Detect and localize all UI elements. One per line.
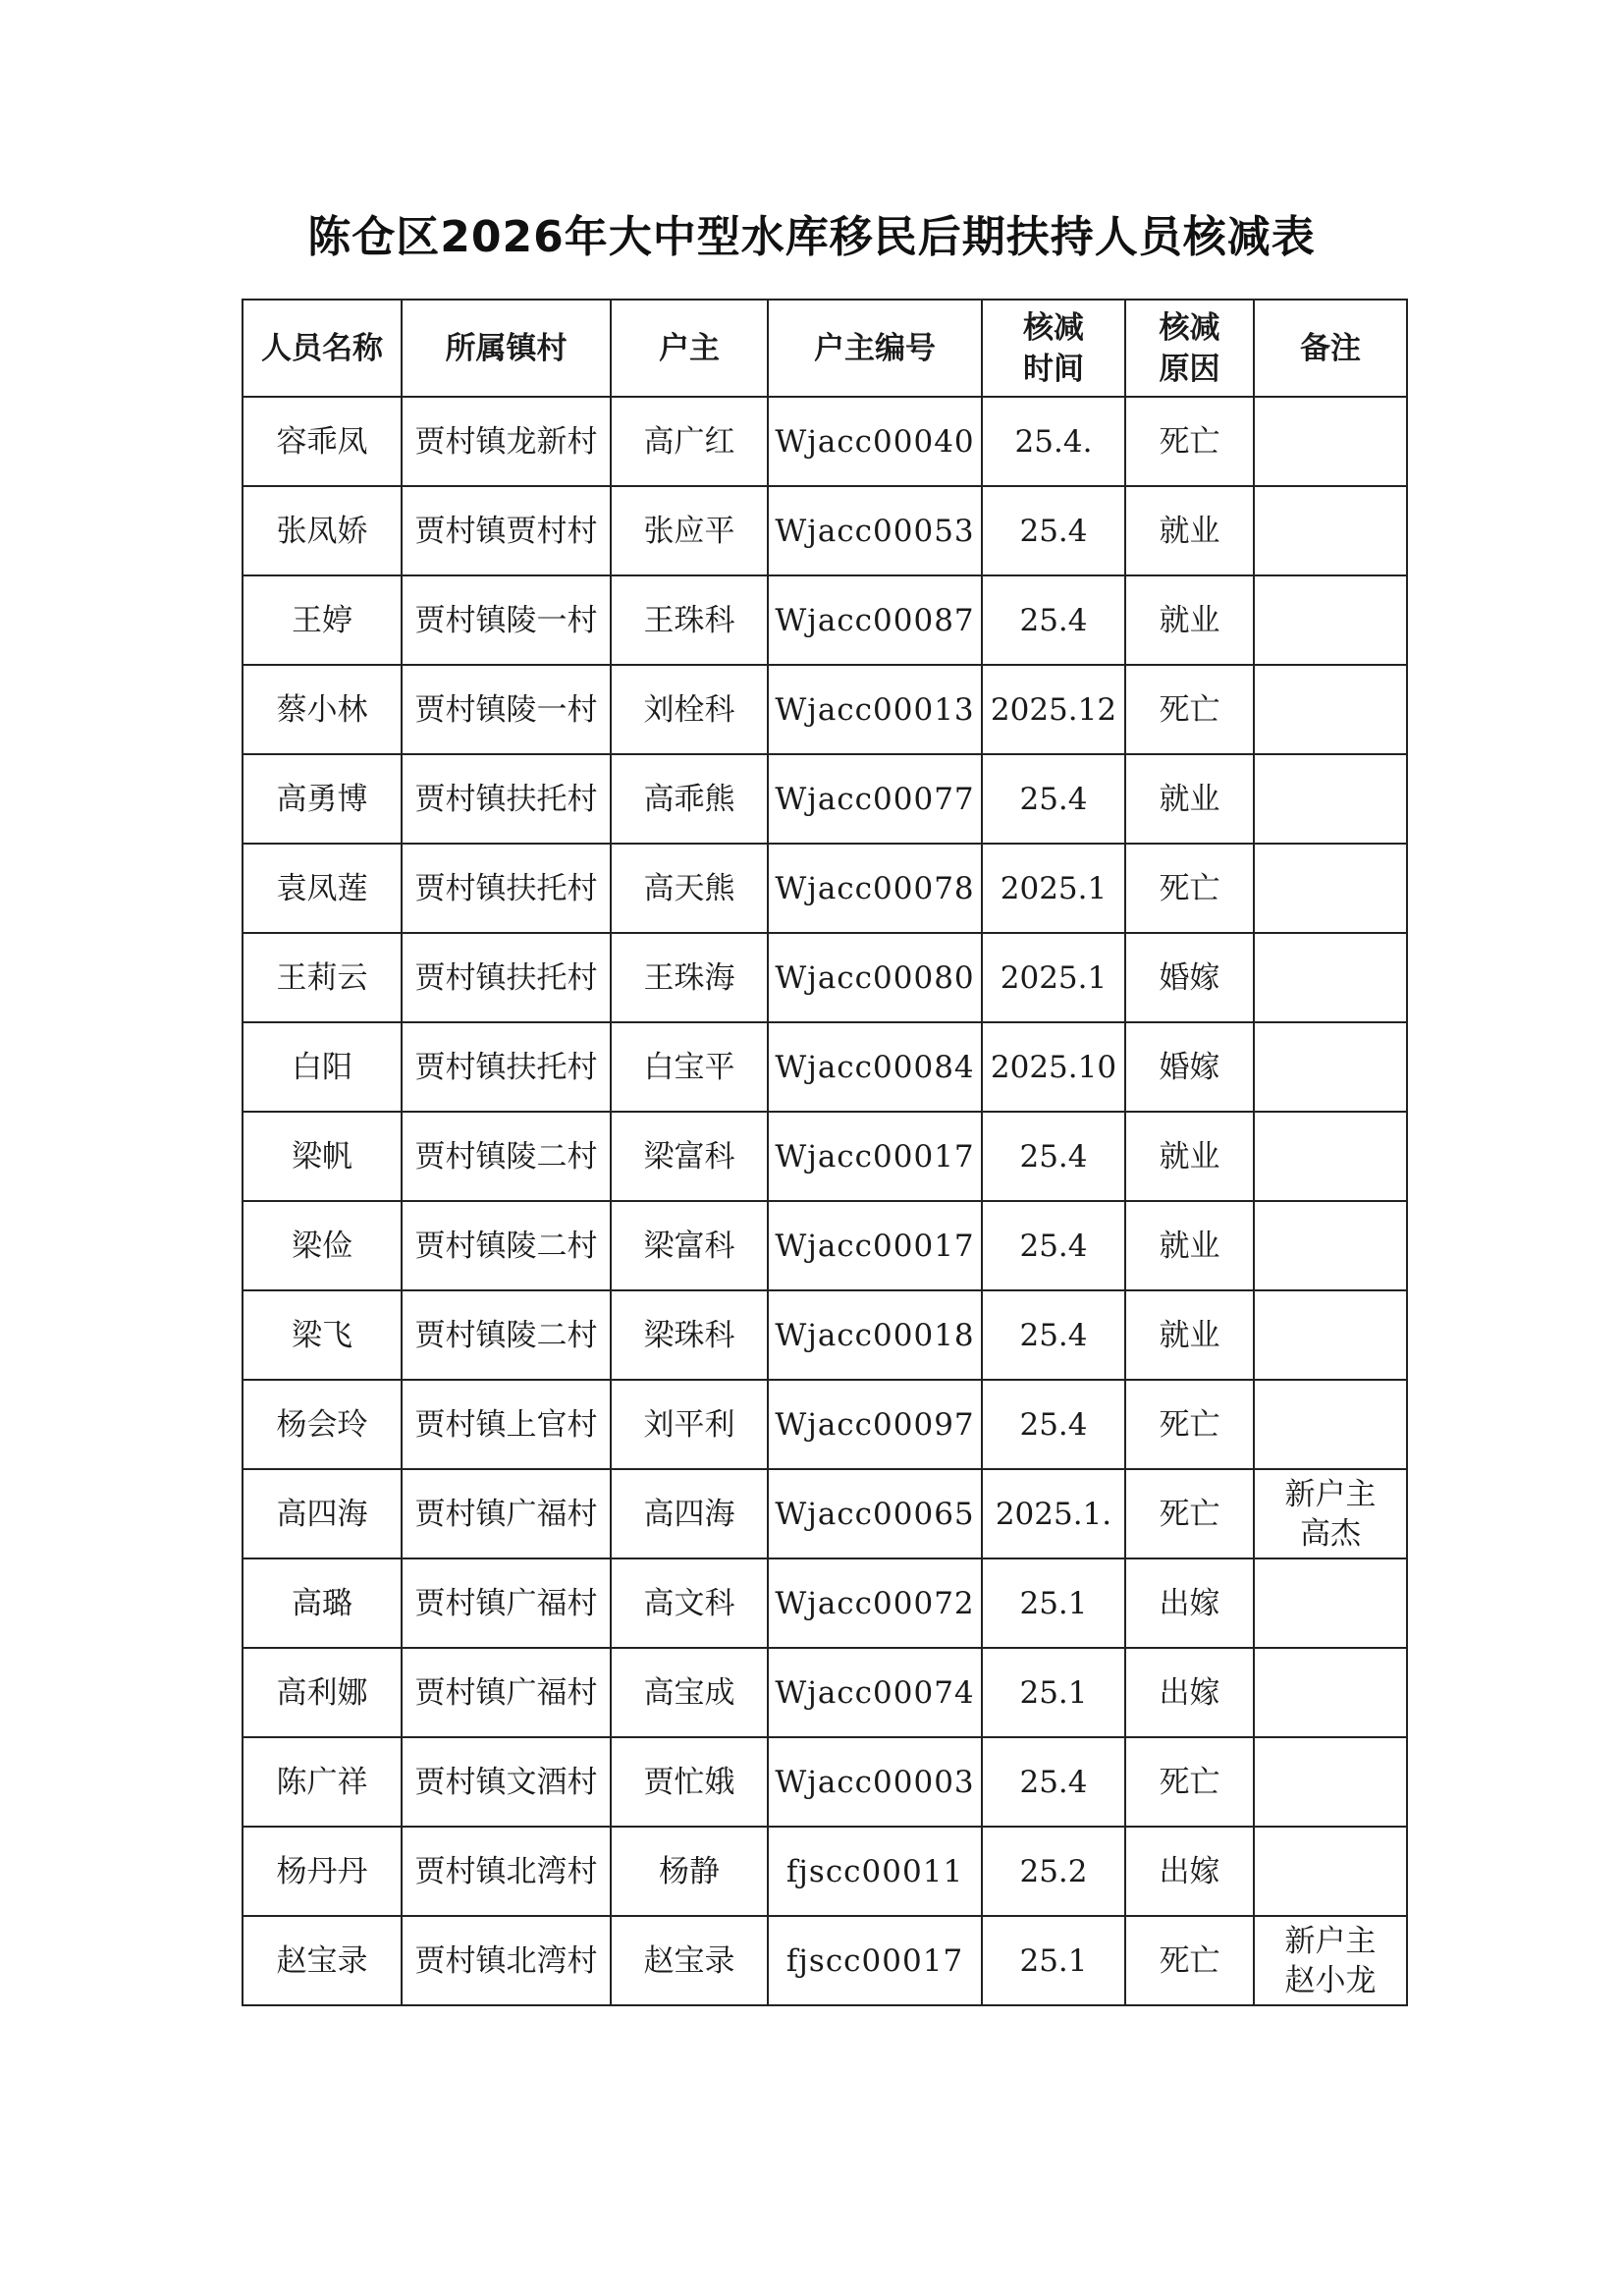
table-row [243,1201,1407,1290]
table-row [243,397,1407,486]
cell-household-head-text: 高宝成 [643,1674,735,1711]
cell-remark [1254,575,1407,665]
cell-village [402,575,611,665]
header-remark: 备注 [1254,300,1407,397]
cell-name-text: 王婷 [292,602,352,638]
cell-household-head-text: 贾忙娥 [643,1764,735,1800]
cell-household-id-text: Wjacc00053 [775,513,975,549]
cell-remark [1254,1827,1407,1916]
cell-household-head [611,1469,768,1558]
cell-village [402,1827,611,1916]
cell-village-text: 贾村镇扶托村 [414,870,598,906]
cell-reduction-time [982,397,1125,486]
cell-reduction-time-text: 25.4 [1019,602,1088,638]
cell-name [243,1201,402,1290]
table-row [243,1290,1407,1380]
cell-village [402,754,611,844]
cell-household-id-text: Wjacc00077 [775,781,975,817]
cell-household-id-text: Wjacc00080 [775,959,975,996]
cell-household-head-text: 刘栓科 [643,691,735,728]
cell-reduction-reason-text: 死亡 [1159,1764,1220,1800]
cell-village [402,1201,611,1290]
cell-remark [1254,1201,1407,1290]
cell-household-head [611,844,768,933]
cell-reduction-reason-text: 就业 [1159,513,1220,549]
table-row [243,575,1407,665]
cell-reduction-time-text: 2025.10 [990,1049,1117,1085]
table-row [243,754,1407,844]
cell-household-id [768,1022,982,1112]
cell-household-head-text: 白宝平 [643,1049,735,1085]
cell-reduction-time-text: 2025.12 [990,691,1117,728]
cell-household-id [768,844,982,933]
cell-reduction-time [982,486,1125,575]
cell-household-head-text: 刘平利 [643,1406,735,1443]
cell-reduction-time [982,1469,1125,1558]
cell-reduction-reason [1125,1380,1254,1469]
cell-reduction-time [982,1558,1125,1648]
cell-reduction-reason [1125,1112,1254,1201]
cell-household-head-text: 梁富科 [643,1138,735,1175]
cell-remark-text: 新户主赵小龙 [1284,1923,1377,1998]
table-row [243,1469,1407,1558]
cell-household-head [611,486,768,575]
cell-name [243,1380,402,1469]
cell-household-id [768,575,982,665]
cell-reduction-reason [1125,1469,1254,1558]
cell-reduction-time-text: 25.4 [1019,1138,1088,1175]
cell-reduction-time-text: 2025.1. [995,1496,1112,1532]
cell-village-text: 贾村镇陵二村 [414,1138,598,1175]
cell-village-text: 贾村镇上官村 [414,1406,598,1443]
cell-reduction-time-text: 25.1 [1019,1585,1088,1621]
cell-reduction-reason [1125,486,1254,575]
cell-household-head-text: 高乖熊 [643,781,735,817]
cell-household-id [768,1112,982,1201]
cell-household-head-text: 梁富科 [643,1228,735,1264]
cell-village-text: 贾村镇广福村 [414,1496,598,1532]
cell-reduction-time [982,754,1125,844]
cell-household-head [611,575,768,665]
cell-name [243,397,402,486]
cell-reduction-reason [1125,1648,1254,1737]
cell-name [243,844,402,933]
cell-reduction-time-text: 25.4 [1019,513,1088,549]
cell-household-head [611,665,768,754]
cell-remark [1254,486,1407,575]
cell-household-head-text: 高天熊 [643,870,735,906]
cell-village [402,665,611,754]
cell-name-text: 梁帆 [292,1138,352,1175]
cell-name-text: 袁凤莲 [276,870,368,906]
cell-remark [1254,933,1407,1022]
cell-household-head [611,1648,768,1737]
header-village: 所属镇村 [402,300,611,397]
cell-reduction-reason-text: 出嫁 [1159,1585,1220,1621]
cell-reduction-reason-text: 死亡 [1159,423,1220,460]
cell-reduction-time [982,1112,1125,1201]
cell-name [243,1290,402,1380]
cell-name-text: 杨会玲 [276,1406,368,1443]
cell-household-id-text: Wjacc00017 [775,1138,975,1175]
cell-village [402,1648,611,1737]
cell-village [402,933,611,1022]
cell-household-head-text: 梁珠科 [643,1317,735,1353]
header-reduction-time: 核减时间 [982,300,1125,397]
cell-name-text: 蔡小林 [276,691,368,728]
cell-village [402,1022,611,1112]
cell-name-text: 杨丹丹 [276,1853,368,1889]
cell-household-id [768,665,982,754]
header-name: 人员名称 [243,300,402,397]
cell-reduction-reason-text: 婚嫁 [1159,1049,1220,1085]
cell-household-id-text: Wjacc00097 [775,1406,975,1443]
cell-household-head-text: 赵宝录 [643,1942,735,1979]
table-row [243,844,1407,933]
table-row [243,933,1407,1022]
cell-reduction-reason-text: 死亡 [1159,1496,1220,1532]
cell-name [243,1558,402,1648]
cell-household-head [611,1380,768,1469]
cell-reduction-reason [1125,575,1254,665]
cell-reduction-reason [1125,665,1254,754]
cell-reduction-reason-text: 就业 [1159,602,1220,638]
cell-reduction-reason [1125,933,1254,1022]
cell-household-id-text: Wjacc00072 [775,1585,975,1621]
cell-village [402,1558,611,1648]
cell-reduction-reason-text: 出嫁 [1159,1674,1220,1711]
cell-household-head-text: 王珠科 [643,602,735,638]
cell-remark [1254,1558,1407,1648]
cell-remark [1254,1469,1407,1558]
cell-reduction-reason [1125,754,1254,844]
cell-name-text: 高利娜 [276,1674,368,1711]
cell-reduction-time [982,1916,1125,2005]
cell-name-text: 梁俭 [292,1228,352,1264]
cell-household-head [611,1112,768,1201]
cell-name-text: 高四海 [276,1496,368,1532]
cell-name-text: 陈广祥 [276,1764,368,1800]
cell-reduction-reason-text: 死亡 [1159,1942,1220,1979]
cell-household-head [611,1290,768,1380]
cell-village-text: 贾村镇北湾村 [414,1853,598,1889]
cell-reduction-reason [1125,1827,1254,1916]
cell-name-text: 高勇博 [276,781,368,817]
cell-household-id-text: Wjacc00018 [775,1317,975,1353]
cell-reduction-time [982,1648,1125,1737]
cell-household-head [611,1201,768,1290]
cell-village-text: 贾村镇陵一村 [414,602,598,638]
reduction-table [242,299,1408,2006]
cell-name [243,754,402,844]
cell-reduction-reason [1125,1916,1254,2005]
cell-remark [1254,1380,1407,1469]
cell-name [243,1916,402,2005]
cell-reduction-time [982,1022,1125,1112]
cell-remark-text: 新户主高杰 [1284,1476,1377,1552]
table-row [243,1112,1407,1201]
cell-village-text: 贾村镇贾村村 [414,513,598,549]
table-header-row [243,300,1407,397]
cell-name-text: 王莉云 [276,959,368,996]
cell-household-head [611,397,768,486]
cell-name [243,486,402,575]
cell-village-text: 贾村镇北湾村 [414,1942,598,1979]
cell-reduction-reason [1125,844,1254,933]
cell-remark [1254,1916,1407,2005]
cell-household-head [611,1022,768,1112]
cell-reduction-reason [1125,1290,1254,1380]
cell-household-head [611,754,768,844]
cell-name [243,1827,402,1916]
cell-household-id [768,486,982,575]
cell-village [402,1380,611,1469]
cell-reduction-reason [1125,1022,1254,1112]
cell-name-text: 张凤娇 [276,513,368,549]
cell-village-text: 贾村镇陵一村 [414,691,598,728]
cell-household-id-text: Wjacc00040 [775,423,975,460]
cell-household-id-text: Wjacc00065 [775,1496,975,1532]
cell-village-text: 贾村镇扶托村 [414,781,598,817]
cell-reduction-time [982,933,1125,1022]
cell-village [402,1469,611,1558]
table-row [243,1916,1407,2005]
cell-village-text: 贾村镇陵二村 [414,1317,598,1353]
cell-household-id-text: Wjacc00017 [775,1228,975,1264]
cell-reduction-reason-text: 就业 [1159,781,1220,817]
cell-reduction-reason-text: 死亡 [1159,691,1220,728]
cell-household-id [768,933,982,1022]
cell-household-id [768,1916,982,2005]
cell-village-text: 贾村镇龙新村 [414,423,598,460]
cell-household-id-text: Wjacc00013 [775,691,975,728]
cell-reduction-reason [1125,1558,1254,1648]
cell-household-id [768,754,982,844]
cell-household-head [611,1916,768,2005]
cell-name-text: 赵宝录 [276,1942,368,1979]
cell-household-id-text: Wjacc00078 [775,870,975,906]
cell-reduction-reason-text: 就业 [1159,1317,1220,1353]
cell-name [243,1112,402,1201]
cell-remark [1254,844,1407,933]
cell-reduction-reason-text: 婚嫁 [1159,959,1220,996]
table-row [243,1827,1407,1916]
cell-remark [1254,665,1407,754]
cell-name [243,1469,402,1558]
cell-remark [1254,1737,1407,1827]
cell-remark [1254,1112,1407,1201]
cell-remark [1254,1022,1407,1112]
cell-village [402,844,611,933]
cell-name-text: 白阳 [292,1049,352,1085]
cell-household-id-text: Wjacc00003 [775,1764,975,1800]
cell-reduction-time-text: 25.1 [1019,1942,1088,1979]
cell-village [402,486,611,575]
cell-household-head [611,933,768,1022]
header-reduction-reason: 核减原因 [1125,300,1254,397]
cell-reduction-reason [1125,1201,1254,1290]
cell-household-id [768,397,982,486]
cell-name [243,1022,402,1112]
cell-household-id [768,1201,982,1290]
cell-reduction-time-text: 25.4 [1019,1317,1088,1353]
cell-reduction-time [982,575,1125,665]
cell-household-id-text: Wjacc00087 [775,602,975,638]
cell-reduction-time [982,1737,1125,1827]
cell-reduction-time-text: 25.4 [1019,1764,1088,1800]
cell-household-head-text: 高四海 [643,1496,735,1532]
cell-household-head-text: 王珠海 [643,959,735,996]
cell-name [243,665,402,754]
cell-name-text: 高璐 [292,1585,352,1621]
cell-remark [1254,1648,1407,1737]
cell-name [243,1737,402,1827]
cell-household-head-text: 杨静 [659,1853,720,1889]
cell-reduction-reason-text: 就业 [1159,1228,1220,1264]
cell-reduction-time-text: 2025.1 [1000,870,1108,906]
cell-household-head [611,1827,768,1916]
cell-household-head [611,1558,768,1648]
cell-village-text: 贾村镇广福村 [414,1585,598,1621]
cell-village-text: 贾村镇扶托村 [414,959,598,996]
cell-household-head-text: 高文科 [643,1585,735,1621]
cell-village-text: 贾村镇陵二村 [414,1228,598,1264]
cell-household-id [768,1737,982,1827]
cell-household-head-text: 张应平 [643,513,735,549]
cell-village [402,1916,611,2005]
table-row [243,1648,1407,1737]
cell-village [402,1737,611,1827]
cell-reduction-time-text: 25.4 [1019,1228,1088,1264]
cell-reduction-time [982,1201,1125,1290]
cell-reduction-time [982,844,1125,933]
page-title: 陈仓区2026年大中型水库移民后期扶持人员核减表 [307,212,1316,262]
cell-household-id [768,1380,982,1469]
cell-village [402,1112,611,1201]
cell-name-text: 梁飞 [292,1317,352,1353]
table-row [243,1737,1407,1827]
header-household-id: 户主编号 [768,300,982,397]
cell-remark [1254,1290,1407,1380]
cell-household-id [768,1558,982,1648]
table-row [243,665,1407,754]
cell-household-head-text: 高广红 [643,423,735,460]
cell-household-id [768,1469,982,1558]
cell-reduction-reason-text: 出嫁 [1159,1853,1220,1889]
cell-household-head [611,1737,768,1827]
table-body [243,397,1407,2005]
cell-reduction-time-text: 25.4. [1014,423,1093,460]
cell-reduction-time-text: 25.4 [1019,781,1088,817]
cell-name [243,933,402,1022]
cell-reduction-reason-text: 就业 [1159,1138,1220,1175]
cell-household-id [768,1827,982,1916]
cell-reduction-time-text: 25.1 [1019,1674,1088,1711]
cell-reduction-time [982,1380,1125,1469]
cell-reduction-reason [1125,397,1254,486]
cell-village-text: 贾村镇文酒村 [414,1764,598,1800]
cell-reduction-time-text: 25.2 [1019,1853,1088,1889]
cell-reduction-time-text: 25.4 [1019,1406,1088,1443]
cell-household-id-text: Wjacc00084 [775,1049,975,1085]
cell-village [402,1290,611,1380]
cell-household-id [768,1290,982,1380]
cell-household-id [768,1648,982,1737]
cell-remark [1254,397,1407,486]
cell-reduction-time [982,1290,1125,1380]
cell-reduction-time [982,665,1125,754]
cell-village-text: 贾村镇广福村 [414,1674,598,1711]
header-household-head: 户主 [611,300,768,397]
cell-name [243,1648,402,1737]
cell-reduction-reason [1125,1737,1254,1827]
cell-reduction-time-text: 2025.1 [1000,959,1108,996]
cell-reduction-reason-text: 死亡 [1159,870,1220,906]
cell-reduction-reason-text: 死亡 [1159,1406,1220,1443]
cell-name-text: 容乖凤 [276,423,368,460]
cell-household-id-text: fjscc00011 [785,1853,964,1889]
cell-household-id-text: fjscc00017 [785,1942,964,1979]
table-row [243,1380,1407,1469]
cell-village [402,397,611,486]
table-row [243,1558,1407,1648]
cell-household-id-text: Wjacc00074 [775,1674,975,1711]
cell-remark [1254,754,1407,844]
cell-reduction-time [982,1827,1125,1916]
cell-name [243,575,402,665]
cell-village-text: 贾村镇扶托村 [414,1049,598,1085]
table-row [243,1022,1407,1112]
table-row [243,486,1407,575]
